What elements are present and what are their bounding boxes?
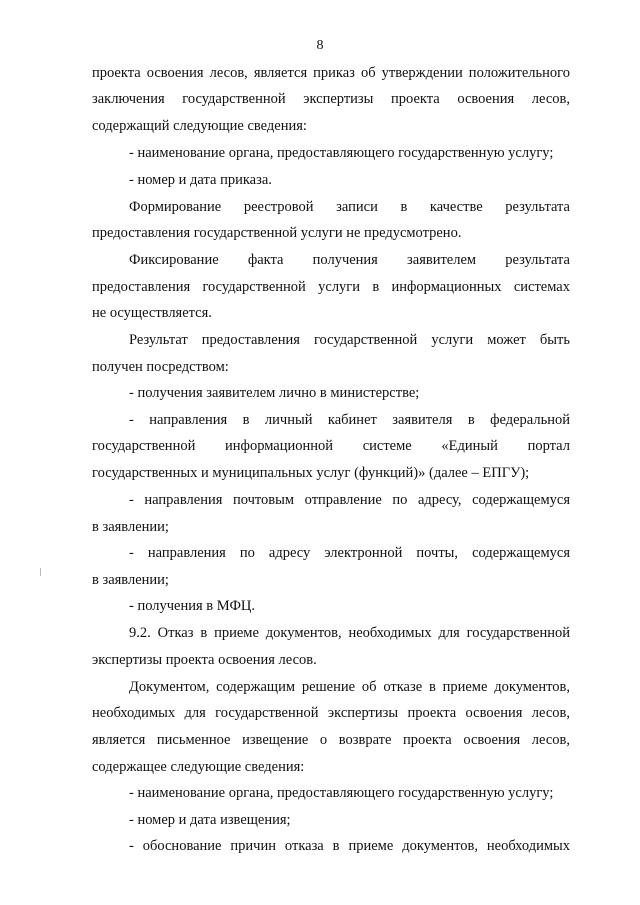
text-line: Формирование реестровой записи в качестве результата — [129, 199, 570, 215]
text-line: - получения заявителем лично в министерстве; — [129, 385, 420, 401]
text-line: в заявлении; — [92, 572, 169, 588]
page-number: 8 — [316, 38, 324, 53]
text-line: проекта освоения лесов, является приказ об утверждении положительного — [92, 65, 570, 81]
text-line: государственных и муниципальных услуг (функций)» (далее – ЕПГУ); — [92, 465, 530, 481]
text-line: Документом, содержащим решение об отказе в приеме документов, — [129, 679, 570, 695]
text-line: - получения в МФЦ. — [129, 598, 256, 614]
text-line: в заявлении; — [92, 519, 169, 535]
text-line: экспертизы проекта освоения лесов. — [92, 652, 317, 668]
text-line: 9.2. Отказ в приеме документов, необходимых для государственной — [129, 625, 570, 641]
text-line: содержащее следующие сведения: — [92, 759, 305, 775]
text-line: - номер и дата приказа. — [129, 172, 272, 188]
text-line: - наименование органа, предоставляющего государственную услугу; — [129, 145, 554, 161]
text-line: государственной информационной системе «Единый портал — [92, 438, 570, 454]
text-line: - номер и дата извещения; — [129, 812, 291, 828]
text-line: необходимых для государственной экспертизы проекта освоения лесов, — [92, 705, 570, 721]
text-line: - направления в личный кабинет заявителя в федеральной — [129, 412, 570, 428]
text-line: предоставления государственной услуги в информационных системах — [92, 279, 570, 295]
text-line: Результат предоставления государственной услуги может быть — [129, 332, 570, 348]
text-line: Фиксирование факта получения заявителем результата — [129, 252, 570, 268]
text-line: - направления почтовым отправление по адресу, содержащемуся — [129, 492, 570, 508]
text-line: заключения государственной экспертизы проекта освоения лесов, — [92, 91, 570, 107]
text-line: не осуществляется. — [92, 305, 212, 321]
text-line: - наименование органа, предоставляющего государственную услугу; — [129, 785, 554, 801]
text-line: содержащий следующие сведения: — [92, 118, 307, 134]
text-line: - направления по адресу электронной почты, содержащемуся — [129, 545, 570, 561]
text-line: получен посредством: — [92, 359, 229, 375]
margin-mark — [40, 568, 41, 576]
text-line: - обоснование причин отказа в приеме документов, необходимых — [129, 838, 570, 854]
text-line: является письменное извещение о возврате проекта освоения лесов, — [92, 732, 570, 748]
text-line: предоставления государственной услуги не предусмотрено. — [92, 225, 462, 241]
